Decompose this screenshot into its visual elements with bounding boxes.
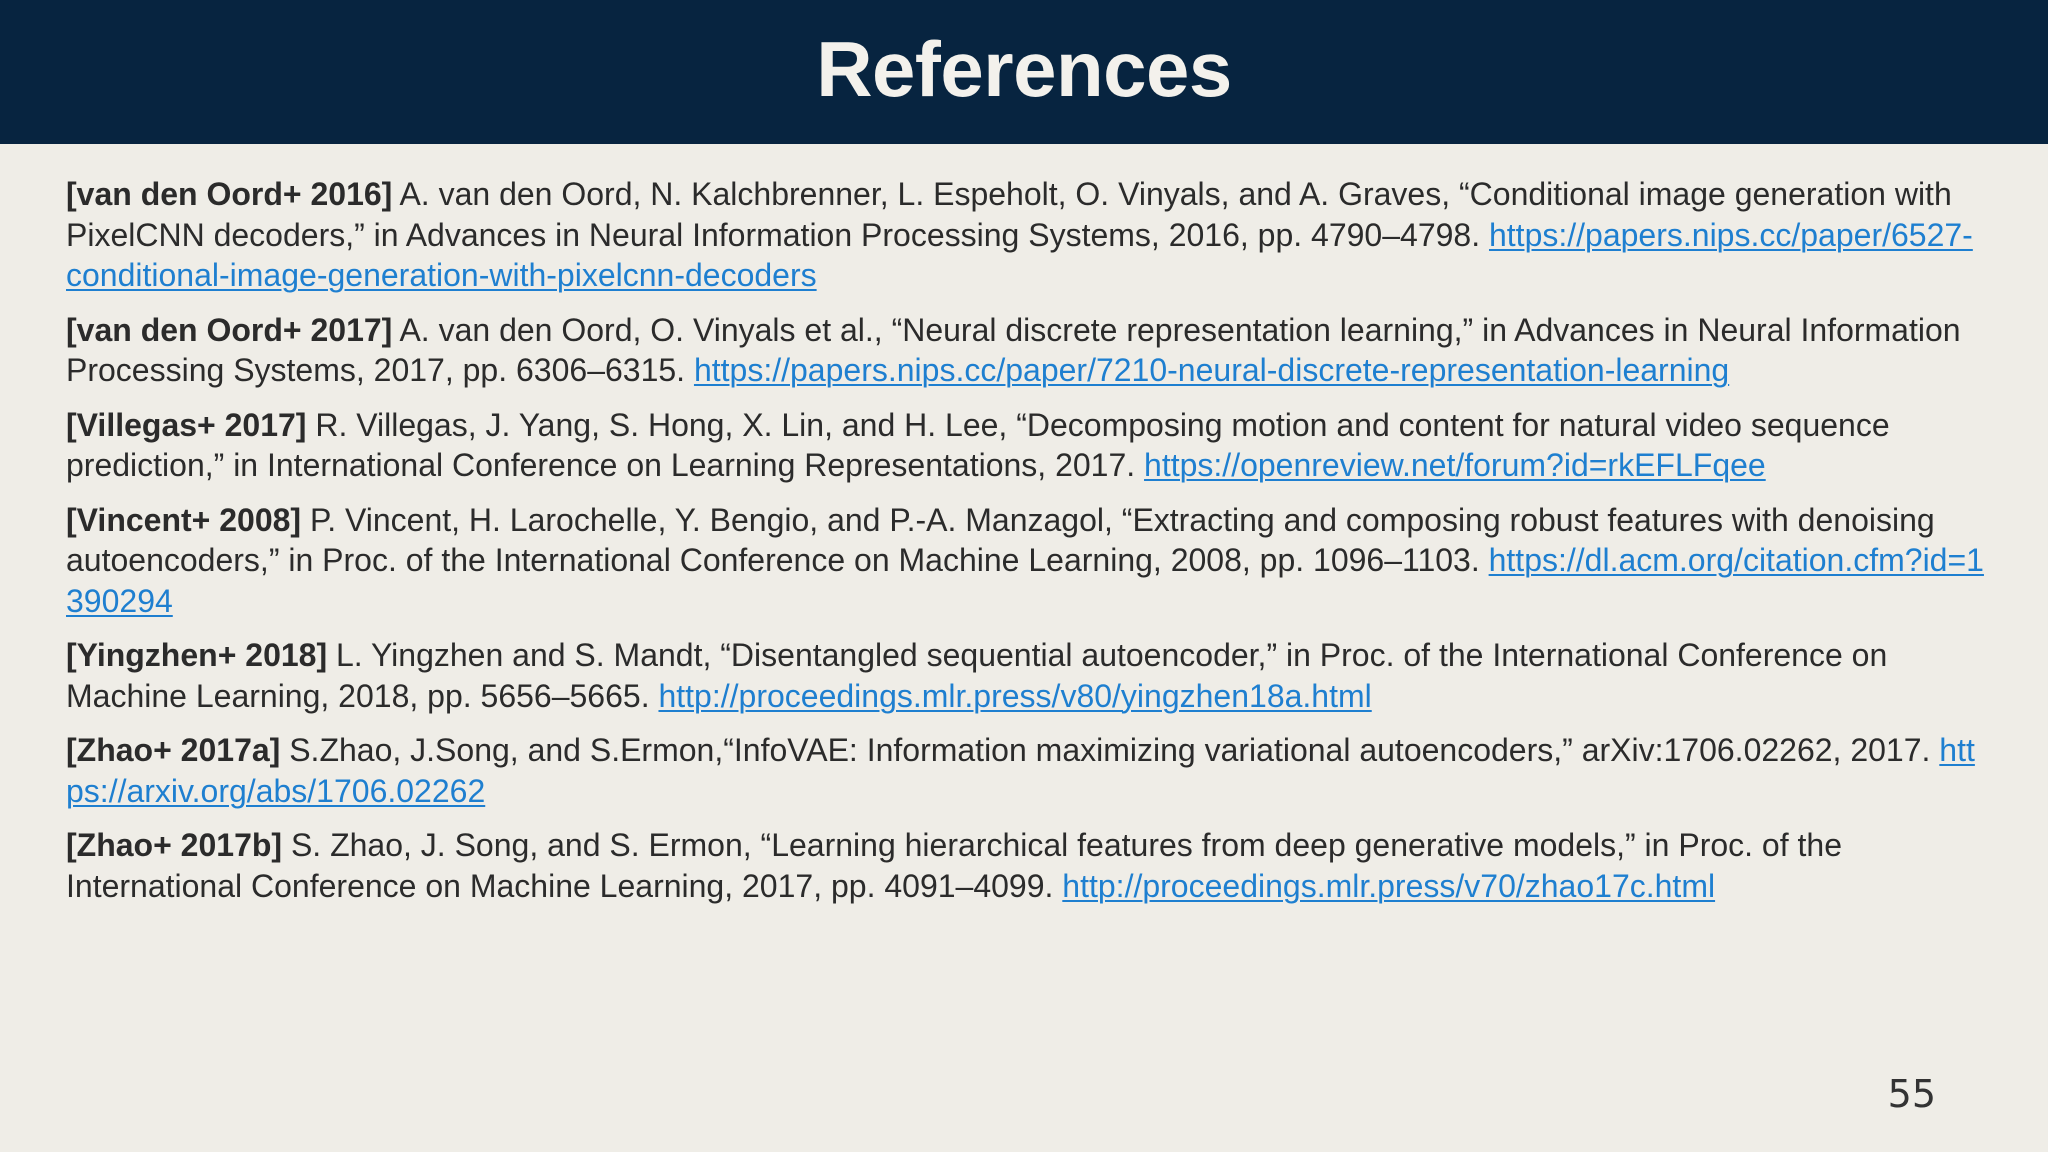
reference-link[interactable]: http://proceedings.mlr.press/v80/yingzhen18a.html [658,677,1372,714]
reference-link[interactable]: https://openreview.net/forum?id=rkEFLFqee [1144,447,1766,483]
reference-list [66,174,1986,920]
reference-item [66,500,1986,622]
reference-text: S. Zhao, J. Song, and S. Ermon, “Learning hierarchical features from deep generative models,” in Proc. of the International Conference on Machine Learning, 2017, pp. 4091–4099. [66,827,1842,904]
reference-link[interactable]: https://arxiv.org/abs/1706.02262 [66,732,1975,809]
reference-key: [van den Oord+ 2017] [66,311,393,348]
reference-item [66,730,1986,811]
reference-text: S.Zhao, J.Song, and S.Ermon,“InfoVAE: Information maximizing variational autoencoders,” arXiv:1706.02262, 2017. [289,732,1931,768]
title-bar [0,0,2048,144]
reference-key: [Yingzhen+ 2018] [66,637,328,673]
reference-link[interactable]: https://papers.nips.cc/paper/6527-conditional-image-generation-with-pixelcnn-decoders [66,216,1973,293]
reference-item [66,405,1986,486]
page-number: 55 [1887,1072,1936,1116]
reference-key: [Zhao+ 2017a] [66,732,281,768]
reference-link[interactable]: http://proceedings.mlr.press/v70/zhao17c.html [1062,867,1716,904]
reference-link[interactable]: https://papers.nips.cc/paper/7210-neural-discrete-representation-learning [693,352,1730,388]
reference-text: R. Villegas, J. Yang, S. Hong, X. Lin, and H. Lee, “Decomposing motion and content for natural video sequence prediction,” in International Conference on Learning Representations, 2017. [66,406,1890,483]
reference-text: A. van den Oord, O. Vinyals et al., “Neural discrete representation learning,” in Advances in Neural Information Processing Systems, 2017, pp. 6306–6315. [66,311,1961,388]
reference-link[interactable]: https://dl.acm.org/citation.cfm?id=1390294 [66,542,1984,619]
reference-key: [Villegas+ 2017] [66,406,307,443]
reference-item [66,635,1986,716]
reference-key: [Zhao+ 2017b] [66,827,283,863]
reference-item [66,174,1986,296]
reference-key: [van den Oord+ 2016] [66,176,393,212]
reference-text: P. Vincent, H. Larochelle, Y. Bengio, and P.-A. Manzagol, “Extracting and composing robust features with denoising autoencoders,” in Proc. of the International Conference on Machine Learning, 2008, pp. 1096–1103. [66,501,1935,578]
reference-text: L. Yingzhen and S. Mandt, “Disentangled sequential autoencoder,” in Proc. of the International Conference on Machine Learning, 2018, pp. 5656–5665. [66,637,1888,714]
reference-item [66,825,1986,906]
reference-item [66,310,1986,391]
slide-title: References [816,24,1232,113]
reference-key: [Vincent+ 2008] [66,501,302,538]
reference-text: A. van den Oord, N. Kalchbrenner, L. Espeholt, O. Vinyals, and A. Graves, “Conditional image generation with PixelCNN decoders,” in Advances in Neural Information Processing Systems, 2016, pp. 4790–4798. [66,176,1952,253]
